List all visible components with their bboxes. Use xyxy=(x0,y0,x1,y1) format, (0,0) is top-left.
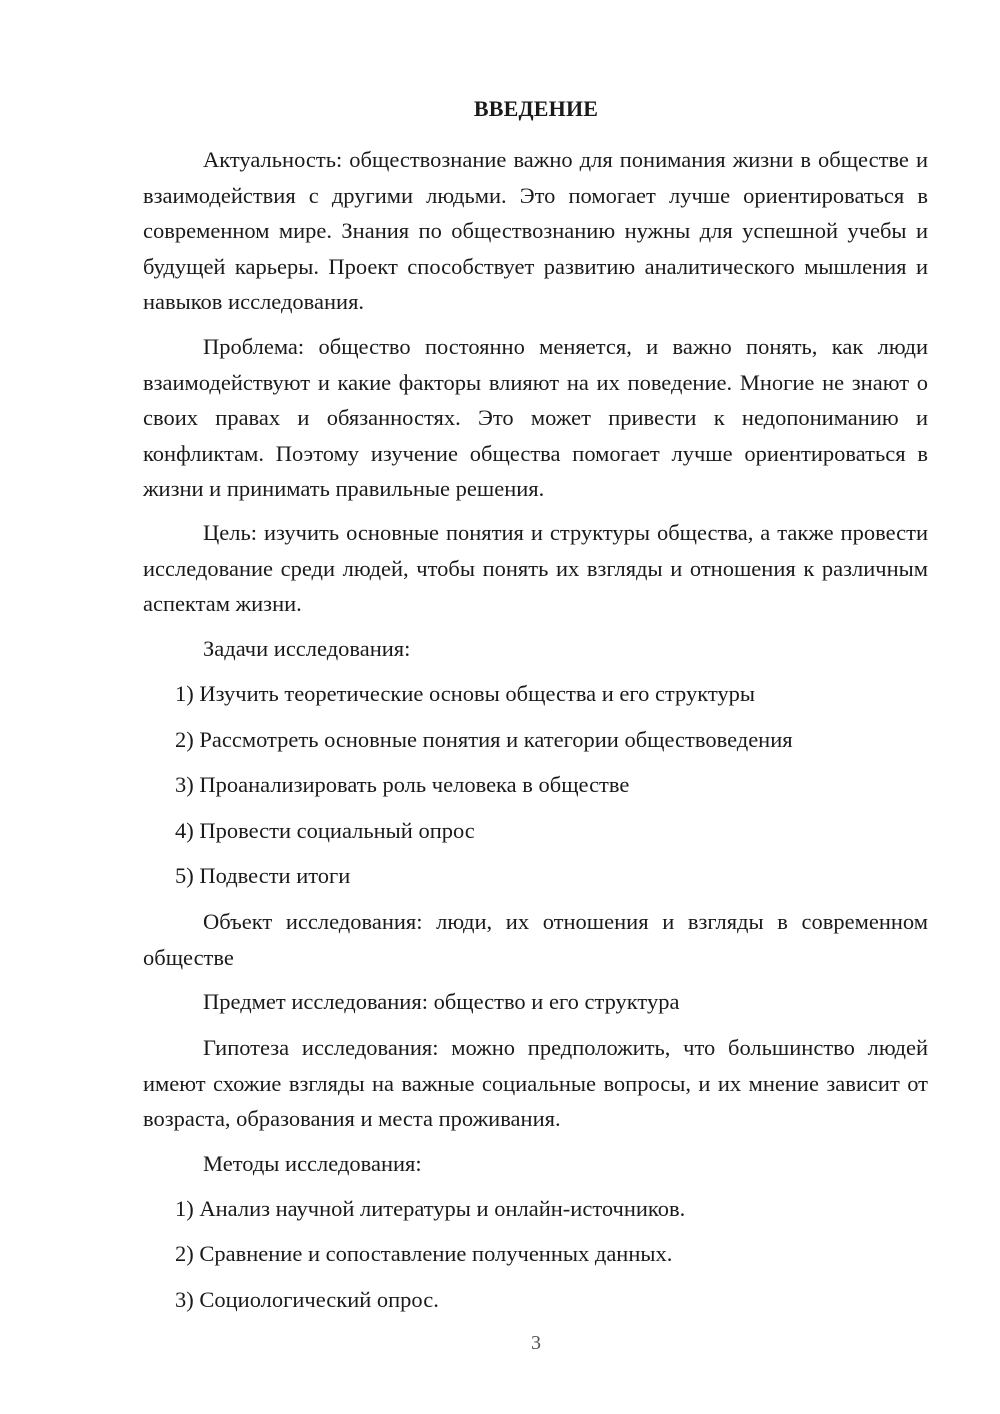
hypothesis-text: Гипотеза исследования: можно предположить, что большинство людей имеют схожие взгляды на важные социальные вопросы, и их мнение зависит от возраста, образования и места проживания. xyxy=(143,1035,928,1131)
methods-heading: Методы исследования: xyxy=(203,1151,422,1176)
object-paragraph xyxy=(143,904,928,975)
task-item: 3) Проанализировать роль человека в обществе xyxy=(175,772,630,797)
hypothesis-paragraph xyxy=(143,1030,928,1137)
tasks-heading: Задачи исследования: xyxy=(203,636,411,661)
problem-text: Проблема: общество постоянно меняется, и важно понять, как люди взаимодействуют и какие факторы влияют на их поведение. Многие не знают о своих правах и обязанностях. Это может привести к недопониманию и конфликтам. Поэтому изучение общества помогает лучше ориентироваться в жизни и принимать правильные решения. xyxy=(143,334,928,501)
task-item: 4) Провести социальный опрос xyxy=(175,818,475,843)
relevance-text: Актуальность: обществознание важно для понимания жизни в обществе и взаимодействия с другими людьми. Это помогает лучше ориентироваться в современном мире. Знания по обществознанию нужны для успешной учебы и будущей карьеры. Проект способствует развитию аналитического мышления и навыков исследования. xyxy=(143,147,928,314)
task-item: 5) Подвести итоги xyxy=(175,863,351,888)
goal-paragraph xyxy=(143,515,928,622)
page-number: 3 xyxy=(531,1332,541,1354)
task-item: 1) Изучить теоретические основы общества и его структуры xyxy=(175,681,756,706)
object-text: Объект исследования: люди, их отношения и взгляды в современном обществе xyxy=(143,909,928,970)
problem-paragraph xyxy=(143,329,928,507)
method-item: 3) Социологический опрос. xyxy=(175,1287,439,1312)
method-item: 1) Анализ научной литературы и онлайн-источников. xyxy=(175,1196,686,1221)
task-item: 2) Рассмотреть основные понятия и категории обществоведения xyxy=(175,727,793,752)
page-title: ВВЕДЕНИЕ xyxy=(473,96,599,121)
relevance-paragraph xyxy=(143,142,928,320)
goal-text: Цель: изучить основные понятия и структуры общества, а также провести исследование среди людей, чтобы понять их взгляды и отношения к различным аспектам жизни. xyxy=(143,520,928,616)
method-item: 2) Сравнение и сопоставление полученных данных. xyxy=(175,1241,673,1266)
subject-text: Предмет исследования: общество и его структура xyxy=(203,989,680,1014)
